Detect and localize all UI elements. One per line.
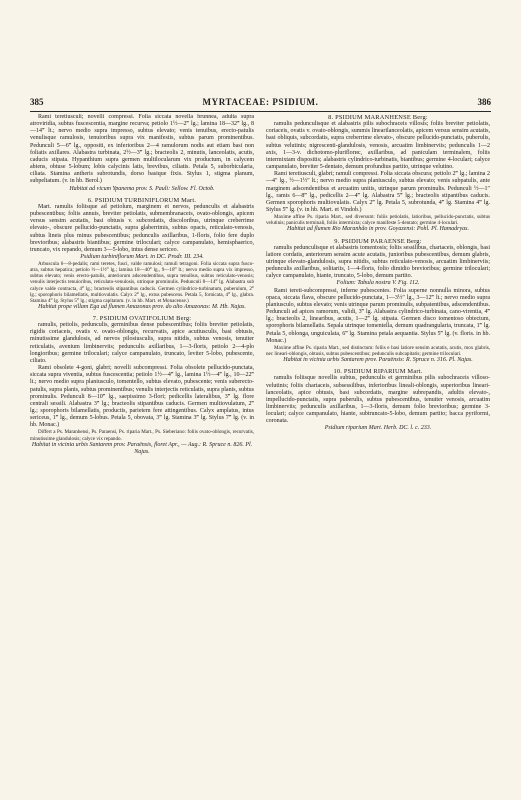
species-5-description: Rami teretiusculi; novelli compressi. Folia siccata novella brunnea, adulta supra atroviridia, subtus fuscescentia, margine recurva; petiolo 1½—2‴ lg.; lamina 18—32‴ lg., 8—14‴ lt.; nervo medio supra impresso, subtus elevato; venis tenuibus, erecto-patulis venulisque ramulosis, tenuioribus supra vix manifestis, subtus parum prominentibus. Pedunculi 5—6‴ lg., oppositi, ex inferioribus 2—4 ramulorum nodis aut etiam basi non foliatis axillares. Alabastra turbinata, 2½—3‴ lg.; bracteolis 2, minutis, lanceolatis, acutis, caducis stipata. Hypanthium supra germen multilocularum vix productum, in calycem abiens, obtuse 5-lobum; lobis calycinis latis, brevibus, ciliatis. Petala 5, suborbicularia, ciliata. Stamina antheris subrotundis, dorso basique fixis. Stylus 1, stigma planum, subpeltatum. (v. in hb. Berol.) [30,114,254,185]
page-number-right: 386 [477,97,491,107]
right-column [266,114,490,674]
species-7-diagnosis: ramulis, petiolis, pedunculis, germinibus dense pubescentibus; foliis breviter petiolatis, rigidis coriaceis, ovatis v. ovato-oblongis, recurvatis, apice acutiusculis, basi obtusis, minutissime glandulosis, ad nervos pilosiusculis, supra nitidis, subtus venosis, tenuiter reticulatis, avenium limbinerviis; pedunculis axillaribus, 1—3-floris, petiolo 2—4-plo longioribus; germine triloculari; calyce campanulato, truncato, leviter 5-lobo, pubescente, ciliato. [30,322,254,364]
species-6-diagnosis: Mart. ramulis foliisque ad petiolum, marginem et nervos, pedunculis et alabastris pubescentibus; foliis annuis, breviter petiolatis, submembranaceis, ovato-oblongis, apicem versus sensim acutatis, basi obtusis v. subcordatis, discoloribus, utrinque creberrime elevato-, obscure pellucido-punctatis, supra glaberrimis, subtus opacis, reticulato-venosis, subtus lineis plus minus pubescentibus; pedunculis axillaribus, 1-floris, folio fere duplo brevioribus; alabastris biantibus; germine triloculari; calyce campanulato, hemisphaerico, truncato, vix repando, demum 3—5-lobo, intus dense sericeo. [30,203,254,253]
running-title: MYRTACEAE: PSIDIUM. [202,97,319,107]
species-7-habitat: Habitat in vicinia urbis Santarem prov. Paraënsis, floret Apr., — Aug.: R. Spruce n. 826. Pl. Najas. [31,441,253,455]
species-8-heading: 8. PSIDIUM MARANHENSE Berg: [328,114,428,121]
species-6-synonym: Psidium turbiniflorum Mart. in DC. Prodr. III. 234. [80,253,204,260]
species-8-diagnosis: ramulis pedunculisque et alabastris pilis subochraceis villosis; foliis breviter petiolatis, coriaceis, ovatis v. ovato-oblongis, summis linearilanceolatis, apicem versus sensim acutatis, basi obliquis, subcordatis, supra creberrime elevato-, obscure pellucido-punctatis, puberulis, subtus velutinis; nigrescenti-glandulosis, venosis, arcuatim limbinerviis; pedunculis 1—2 axis, 1—3-v. dichotomo-pluriflorис, axillaribus, ad paniculam terminalem, foliis intermixtam dispositis; alabastris cylindrico-turbinatis, biantibus; germine 4-loculari; calyce campanulato, breviter 5-dentato, demum profundius partito, utrinque velutino. [266,121,490,171]
species-7-description: Rami obsolete 4-goni, glabri; novelli subcompressi. Folia obsolete pellucido-punctata, siccata supra viventia, subtus fuscescentia; petiolo 1½—4‴ lg., lamina 1½—4‴ lg., 10—22‴ lt.; nervo medio supra planiusculo, tomentello, subtus elevato, pubescente; venis suberecto-patulis, supra planis, subtus prominentibus; venulis interjectis reticulatis, supra planis, subtus prominulis. Pedunculi 8—10‴ lg., saepissimo 3-flori; pedicellis lateralibus, 3‴ lg. flore centrali sessili. Alabastra 3‴ lg.; bracteolis stipantibus caducis. Germen multiovulatum, 2‴ lg.; sporophoris bilamellatis, productis, parietem fere attingentibus. Calyx amplatus, intus sericeus, 1‴ lg., demum 5-lobus. Petala 5, obovata, 3‴ lg. Stamina 3‴ lg. Stylus 7‴ lg. (v. in hb. Monac.) [30,365,254,429]
species-9-heading: 9. PSIDIUM PARAENSE Berg: [334,237,422,245]
species-9-description: Rami tereti-subcompressi, inferne pubescentes. Folia superne nonnulla minora, subtus opaca, siccata flava, obscure pellucido-punctata, 1—3½″ lg., 3—12‴ lt.; nervo medio supra planiusculo, subtus elevato; venis utrinque parum prominulis, subpatentibus, adscendentibus. Pedunculi ad apices ramorum, validi, 3‴ lg. Alabastra cylindrico-turbinata, cano-virentia, 4‴ lg.; bracteolis 2, linearibus, acutis, 1—2‴ lg. stipata. Germen disco tomentoso obtectum, sporophoris bilamellatis. Sepala utrinque tomentella, demum quadrangularia, truncata, 1‴ lg. Petala 5, oblonga, unguiculata, 6‴ lg. Stamina petala aequantia. Stylus 5‴ lg. (v. floris. in hb. Monac.) [266,287,490,344]
page-number-left: 385 [30,97,44,107]
species-10-citation: Psidium riparium Mart. Herb. DC. l. c. 233. [324,425,432,432]
species-9-habitat: Habitat in vicinia urbis Santarem prov. Paraënsis: R. Spruce n. 316. Pl. Najas. [283,357,473,364]
page-header [30,97,491,111]
species-6-habitat: Habitat prope villam Ega ad flumen Amazonas prov. do alto Amazonas: M. Hb. Najas. [38,303,246,310]
species-7-differential: Differt a Ps. Maranhensi, Ps. Paraensi, Ps. riparia Mart., Ps. Sieberiano: foliis ovato-oblongis, recurvatis, minutissime glandulosis; calyce vix repando. [30,429,254,442]
species-9-differential: Maxime affine Ps. riparia Mart., sed distinctum: foliis e basi latiore sensim acutatis, acutis, mox glabris, nec lineari-oblongis, obtusis, subtus pubescentibus; pedunculis subcapitatis; germine triloculari. [266,344,490,357]
species-7-heading: 7. PSIDIUM OVATIFOLIUM Berg: [92,314,192,322]
species-6-description: Arbuscula 6—8-pedalis; rami teretes, fusci, valde ramulosi; ramuli tetragoni. Folia siccata supra fusco-atra, subtus hepatica; petiolo ½—1½‴ lg.; lamina 18—40‴ lg., 9—18‴ lt.; nervo medio supra vix impresso, subtus elevato; venis erecto-patulis, anteriorum adscendentibus, supra tenuibus, subtus reticulato-venosis; venulis interjectis tenuioribus, reticulato-venulosis, utrinque prominulis. Pedunculi 8—14‴ lg. Alabastra sub calyce valde contracta, 4‴ lg.; bracteolis stipantibus caducis. Germen cylindrico-turbinatum, puberulum, 2‴ lg.; sporophoris bilamellatis, multiovulatis. Calyx 2‴ lg., extus pubescens. Petala 5, fornicata, 4‴ lg., glabra. Stamina 4‴ lg. Stylus 5‴ lg.; stigma capitatum. (v. in hb. Mart. et Monacense.) [30,261,254,304]
species-6-heading: 6. PSIDIUM TURBINIFLORUM Mart. [87,196,197,204]
left-column [30,114,254,674]
species-9-figure-reference: Folium: Tabula nostra V. Fig. 112. [336,280,420,287]
species-10-diagnosis: ramulis foliisque novellis subtus, pedunculis et germinibus pilis subochraceis villoso-velutinis; foliis chartaceis, subsessilibus, inferioribus lineali-oblongis, superioribus lineari-lanceolatis, apice obtusis, basi subcordatis, margine subrepandis, adultis elevato-, impellucido-punctatis, supra puberulis, subtus pubescentibus, tenuiter venosis, arcuatim limbinerviis; pedunculis axillaribus, 1—3-floris, demum folio brevioribus; germine 3-loculari; calyce campanulato, hiante, subtruncato-5-lobo, demum partito; bacca pyriformi, coronata. [266,375,490,425]
header-rule [30,111,491,112]
species-5-habitat: Habitat ad vicum Ypanema prov. S. Pauli: Sellow. Fl. Octob. [69,185,215,192]
species-8-differential: Maxime affine Ps. riparia Mart., sed diversum: foliis petiolatis, latioribus, pellucido-punctatis, subtus velutinis; paniculis terminali, foliis intermixta; calyce manifeste 5-dentato; germine 4-loculari. [266,214,490,227]
species-8-description: Rami teretiusculi, glabri; ramuli compressi. Folia siccata obscura; petiolo 2‴ lg.; lamina 2—4″ lg., ½—1½″ lt.; nervo medio supra planiusculo, subtus elevato; venis subpatulis, ante marginem adscendentibus et arcuatim unitis, utrinque parum prominulis. Pedunculi ½—1″ lg., ramis 6—8‴ lg., pedicellis 2—4‴ lg. Alabastra 5‴ lg.; bracteolis stipantibus caducis. Germen sporophoris multiovulatis. Calyx 2‴ lg. Petala 5, subrotunda, 4‴ lg. Stamina 4‴ lg. Stylus 5‴ lg. (v. in hb. Mart. et Vindob.) [266,171,490,214]
species-10-heading: 10. PSIDIUM RIPARIUM Mart. [333,368,423,376]
species-9-diagnosis: ramulis pedunculisque et alabastris tomentosis; foliis sessilibus, chartaceis, oblongis, basi latiore cordatis, anteriorum sensim acute acutatis, junioribus pubescentibus, demum glabris, utrinque elevato-glandulosis, supra nitidis, subtus reticulato-venosis, arcuatim limbinerviis; pedunculis axillaribus, solitariis, 1—4-floris, folio dimidio brevioribus; germine triloculari; calyce campanulato, hiante, truncato, 5-lobo, demum partito. [266,244,490,280]
species-8-habitat: Habitat ad flumen Rio Maranhão in prov. Goyazensi: Pohl. Pl. Hamadryas. [287,226,469,233]
